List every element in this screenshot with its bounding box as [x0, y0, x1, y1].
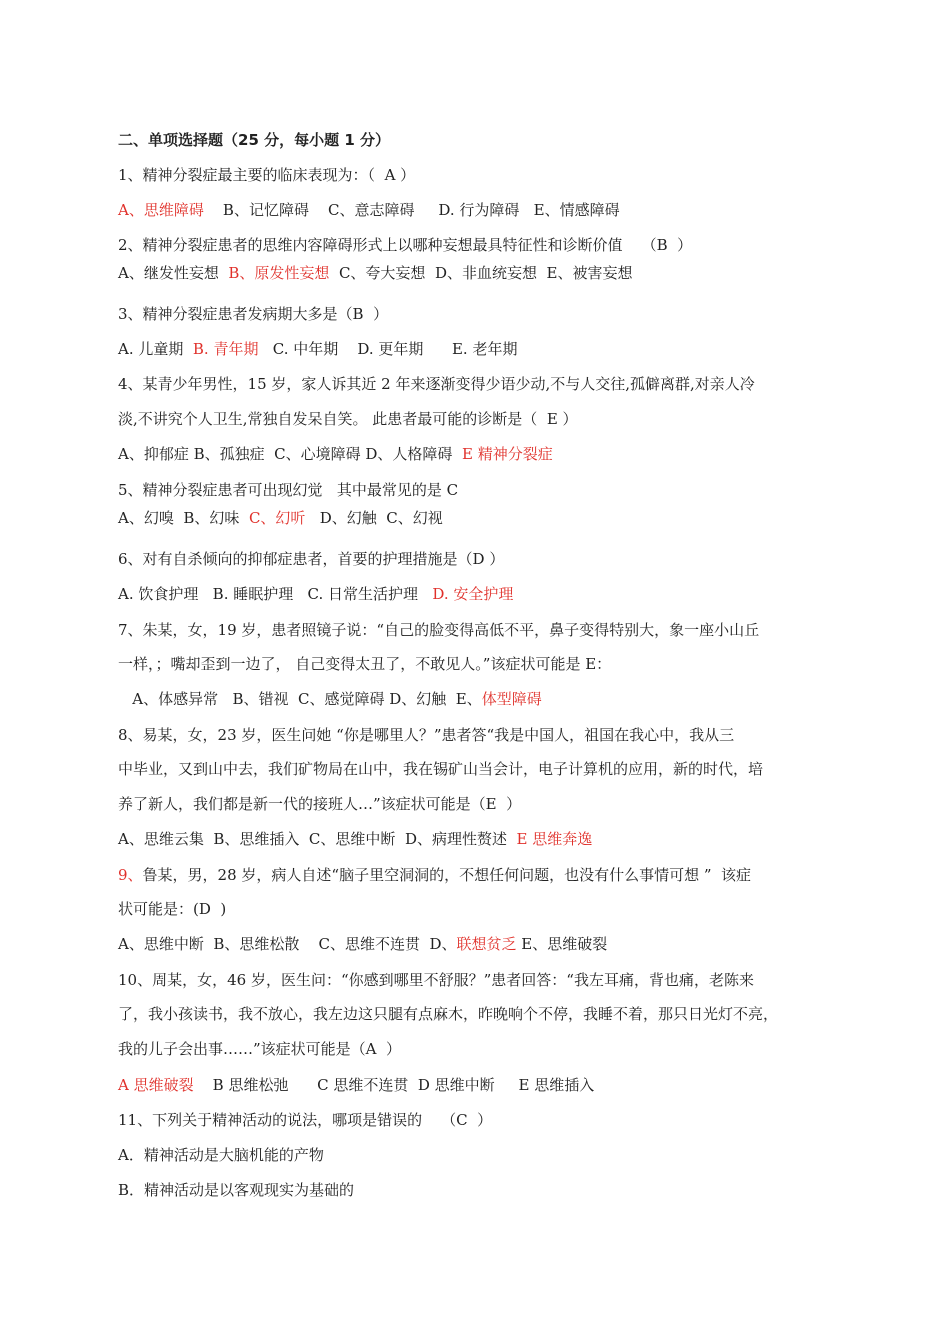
- question-7-line-2: 一样，；嘴却歪到一边了， 自己变得太丑了，不敢见人。”该症状可能是 E：: [118, 655, 612, 673]
- question-10-line-2: 了，我小孩读书，我不放心，我左边这只腿有点麻木，昨晚响个不停，我睡不着，那只日光灯不亮，: [118, 1005, 779, 1023]
- question-6: 6、对有自杀倾向的抑郁症患者，首要的护理措施是（D ）: [118, 550, 505, 568]
- options-text: A. 饮食护理 B. 睡眠护理 C. 日常生活护理: [118, 585, 433, 603]
- question-9-line-1: [118, 865, 751, 885]
- options-text: A、继发性妄想: [118, 264, 229, 282]
- options-text: A. 儿童期: [118, 340, 193, 358]
- question-1-options: [118, 200, 620, 220]
- question-8-options: [118, 829, 592, 849]
- options-text: C、夸大妄想 D、非血统妄想 E、被害妄想: [329, 264, 633, 282]
- question-10-line-1: 10、周某，女，46 岁，医生问：“你感到哪里不舒服？”患者回答：“我左耳痛，背也痛，老陈来: [118, 971, 754, 989]
- question-5: 5、精神分裂症患者可出现幻觉 其中最常见的是 C: [118, 481, 459, 499]
- answer-option: B、原发性妄想: [228, 264, 330, 282]
- answer-option: E 思维奔逸: [516, 830, 593, 848]
- question-text: 鲁某，男，28 岁，病人自述“脑子里空洞洞的，不想任何问题，也没有什么事情可想 ” 该症: [142, 866, 752, 884]
- question-4-line-2: 淡,不讲究个人卫生,常独自发呆自笑。 此患者最可能的诊断是（ E ）: [118, 410, 578, 428]
- options-text: A、体感异常 B、错视 C、感觉障碍 D、幻触 E、: [118, 690, 482, 708]
- options-text: E、思维破裂: [516, 935, 608, 953]
- question-1: 1、精神分裂症最主要的临床表现为：（ A ）: [118, 166, 416, 184]
- question-6-options: [118, 584, 513, 604]
- question-4-options: [118, 444, 553, 464]
- question-8-line-1: 8、易某，女，23 岁，医生问她 “你是哪里人？”患者答“我是中国人，祖国在我心中，我从三: [118, 726, 735, 744]
- question-11-option-a: A．精神活动是大脑机能的产物: [118, 1146, 324, 1164]
- question-5-options: [118, 508, 443, 528]
- question-7-options: [118, 689, 542, 709]
- answer-option: E 精神分裂症: [461, 445, 553, 463]
- question-3-options: [118, 339, 517, 359]
- answer-option: 联想贫乏: [456, 935, 517, 953]
- options-text: A、思维中断 B、思维松散 C、思维不连贯 D、: [118, 935, 457, 953]
- options-text: B 思维松弛 C 思维不连贯 D 思维中断 E 思维插入: [193, 1076, 595, 1094]
- question-2-options: [118, 263, 632, 283]
- answer-option: D. 安全护理: [432, 585, 514, 603]
- question-number: 9、: [118, 866, 143, 884]
- question-10-line-3: 我的儿子会出事……”该症状可能是（A ）: [118, 1040, 402, 1058]
- answer-option: A 思维破裂: [118, 1076, 194, 1094]
- question-8-line-3: 养了新人，我们都是新一代的接班人…”该症状可能是（E ）: [118, 795, 522, 813]
- question-3: 3、精神分裂症患者发病期大多是（B ）: [118, 305, 389, 323]
- answer-option: 体型障碍: [481, 690, 542, 708]
- question-7-line-1: 7、朱某，女，19 岁，患者照镜子说：“自己的脸变得高低不平，鼻子变得特别大，象一座小山丘: [118, 621, 760, 639]
- answer-option: B. 青年期: [192, 340, 259, 358]
- question-9-options: [118, 934, 607, 954]
- options-text: B、记忆障碍 C、意志障碍 D. 行为障碍 E、情感障碍: [203, 201, 620, 219]
- question-2: 2、精神分裂症患者的思维内容障碍形式上以哪种妄想最具特征性和诊断价值 （B ）: [118, 236, 693, 254]
- options-text: D、幻触 C、幻视: [305, 509, 443, 527]
- options-text: A、思维云集 B、思维插入 C、思维中断 D、病理性赘述: [118, 830, 517, 848]
- question-10-options: [118, 1075, 594, 1095]
- question-11: 11、下列关于精神活动的说法，哪项是错误的 （C ）: [118, 1111, 493, 1129]
- section-heading: 二、单项选择题（25 分，每小题 1 分）: [118, 131, 390, 149]
- answer-option: A、思维障碍: [118, 201, 204, 219]
- question-4-line-1: 4、某青少年男性，15 岁，家人诉其近 2 年来逐渐变得少语少动,不与人交往,孤僻离群,对亲人冷: [118, 375, 755, 393]
- question-9-line-2: 状可能是：(D ): [118, 900, 227, 918]
- answer-option: C、幻听: [248, 509, 306, 527]
- question-11-option-b: B．精神活动是以客观现实为基础的: [118, 1181, 355, 1199]
- options-text: A、抑郁症 B、孤独症 C、心境障碍 D、人格障碍: [118, 445, 462, 463]
- question-8-line-2: 中毕业，又到山中去，我们矿物局在山中，我在锡矿山当会计，电子计算机的应用，新的时代，培: [118, 760, 764, 778]
- options-text: A、幻嗅 B、幻味: [118, 509, 249, 527]
- options-text: C. 中年期 D. 更年期 E. 老年期: [258, 340, 518, 358]
